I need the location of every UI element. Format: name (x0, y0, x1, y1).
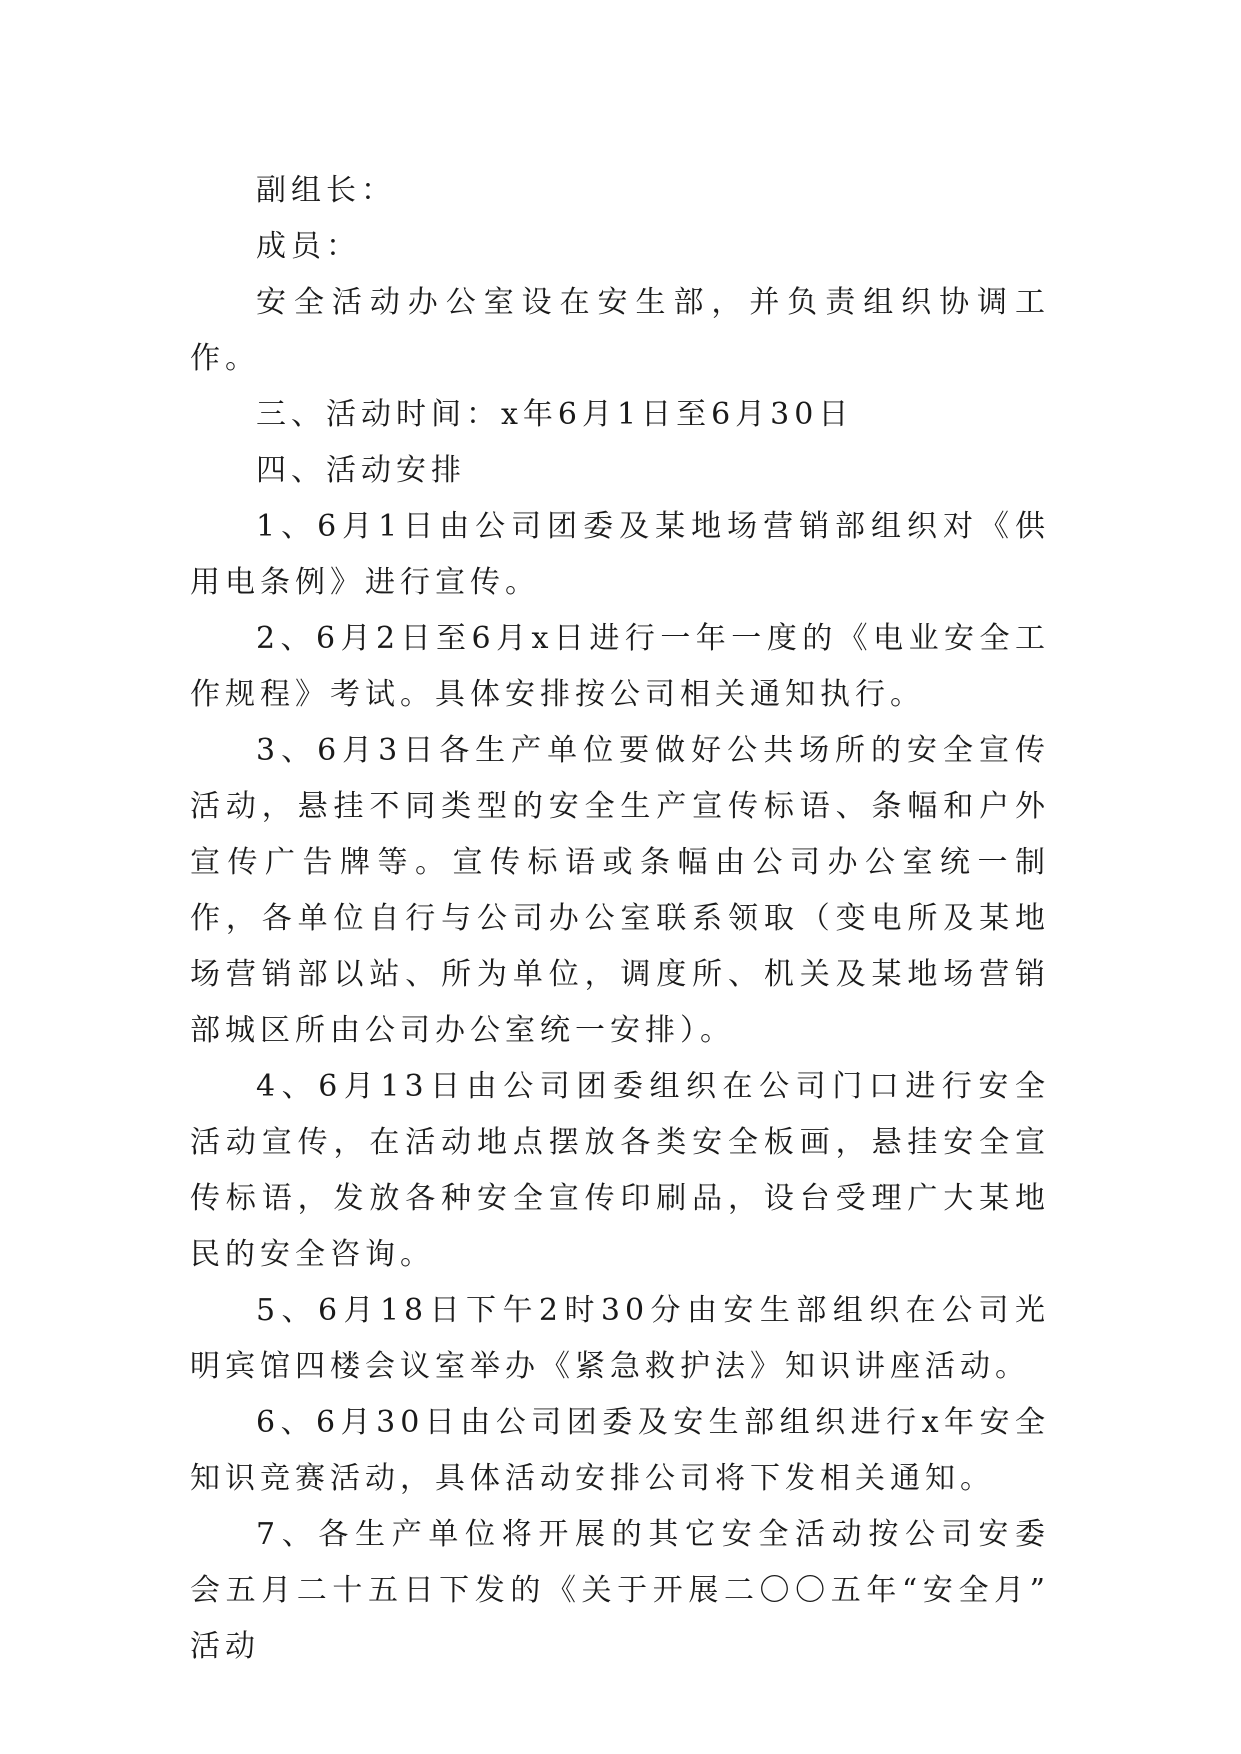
list-item-5: 5、6月18日下午2时30分由安生部组织在公司光明宾馆四楼会议室举办《紧急救护法》知识讲座活动。 (190, 1293, 1050, 1384)
list-item-2: 2、6月2日至6月x日进行一年一度的《电业安全工作规程》考试。具体安排按公司相关通知执行。 (190, 621, 1050, 712)
list-item-3: 3、6月3日各生产单位要做好公共场所的安全宣传活动，悬挂不同类型的安全生产宣传标语、条幅和户外宣传广告牌等。宣传标语或条幅由公司办公室统一制作，各单位自行与公司办公室联系领取（变电所及某地场营销部以站、所为单位，调度所、机关及某地场营销部城区所由公司办公室统一安排）。 (190, 733, 1050, 1048)
section-heading-activity-arrangement: 四、活动安排 (256, 453, 466, 488)
list-item-4: 4、6月13日由公司团委组织在公司门口进行安全活动宣传，在活动地点摆放各类安全板画，悬挂安全宣传标语，发放各种安全宣传印刷品，设台受理广大某地民的安全咨询。 (190, 1069, 1050, 1272)
paragraph-office: 安全活动办公室设在安生部，并负责组织协调工作。 (190, 285, 1050, 376)
list-item-1: 1、6月1日由公司团委及某地场营销部组织对《供用电条例》进行宣传。 (190, 509, 1050, 600)
list-item-6: 6、6月30日由公司团委及安生部组织进行x年安全知识竞赛活动，具体活动安排公司将下发相关通知。 (190, 1405, 1050, 1496)
paragraph-members: 成员： (256, 229, 361, 264)
paragraph-deputy-leader: 副组长： (256, 173, 396, 208)
section-heading-activity-time: 三、活动时间：x年6月1日至6月30日 (256, 397, 854, 432)
list-item-7: 7、各生产单位将开展的其它安全活动按公司安委会五月二十五日下发的《关于开展二〇〇五年“安全月” 活动 (190, 1517, 1050, 1664)
document-body (190, 163, 1050, 1675)
